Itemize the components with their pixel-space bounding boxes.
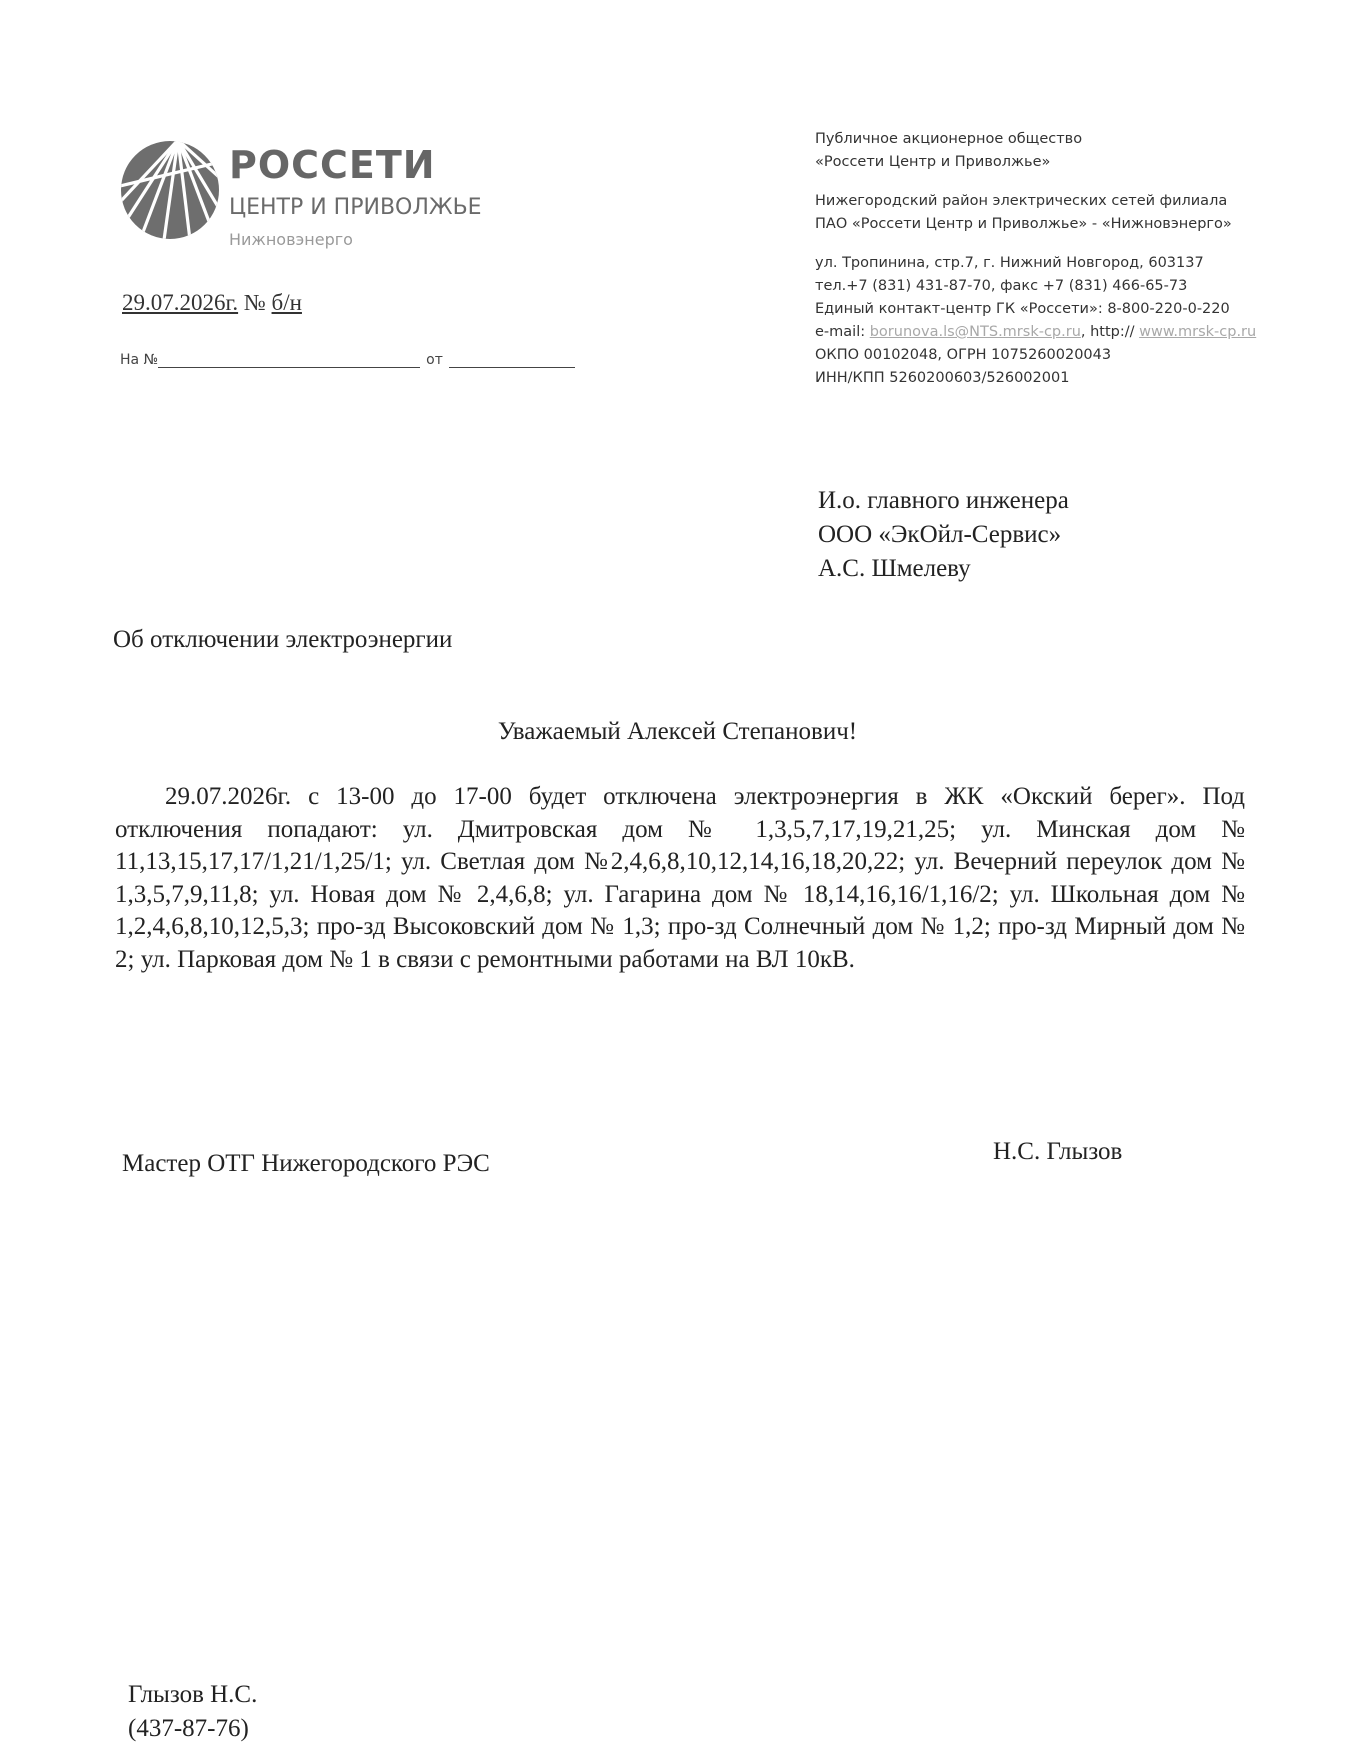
company-address: ул. Тропинина, стр.7, г. Нижний Новгород, 603137 <box>815 255 1204 271</box>
reference-number-blank <box>158 355 420 368</box>
web-link[interactable]: www.mrsk-cp.ru <box>1139 324 1257 340</box>
outgoing-number: б/н <box>271 290 302 315</box>
company-requisites <box>815 128 1315 390</box>
company-name-line2: «Россети Центр и Приволжье» <box>815 154 1051 170</box>
company-phone: тел.+7 (831) 431-87-70, факс +7 (831) 466-65-73 <box>815 278 1188 294</box>
reference-line <box>120 352 580 368</box>
signer-name: Н.С. Глызов <box>993 1138 1123 1165</box>
inn-kpp: ИНН/КПП 5260200603/526002001 <box>815 370 1070 386</box>
executor-phone: (437-87-76) <box>128 1715 249 1742</box>
email-link[interactable]: borunova.ls@NTS.mrsk-cp.ru <box>869 324 1081 340</box>
number-sign: № <box>243 290 266 315</box>
company-name-line1: Публичное акционерное общество <box>815 131 1083 147</box>
addressee-position: И.о. главного инженера <box>818 487 1069 514</box>
addressee-block <box>818 484 1278 586</box>
logo-branch-name: ЦЕНТР И ПРИВОЛЖЬЕ <box>229 195 482 220</box>
rosseti-logo-icon <box>120 140 220 240</box>
branch-name-line2: ПАО «Россети Центр и Приволжье» - «Нижновэнерго» <box>815 216 1232 232</box>
reference-date-blank <box>449 355 575 368</box>
logo-subsidiary-name: Нижновэнерго <box>229 230 353 249</box>
contact-center: Единый контакт-центр ГК «Россети»: 8-800-220-0-220 <box>815 301 1230 317</box>
web-label: , http:// <box>1080 324 1135 340</box>
reference-number-label: На № <box>120 352 159 368</box>
executor-block <box>128 1678 257 1746</box>
okpo-ogrn: ОКПО 00102048, ОГРН 1075260020043 <box>815 347 1112 363</box>
outgoing-date: 29.07.2026г. <box>122 290 239 315</box>
logo-brand-name: РОССЕТИ <box>229 143 436 187</box>
branch-name-line1: Нижегородский район электрических сетей филиала <box>815 193 1228 209</box>
reference-from-label: от <box>426 352 443 368</box>
addressee-name: А.С. Шмелеву <box>818 555 971 582</box>
outgoing-date-number <box>122 290 302 316</box>
letter-subject: Об отключении электроэнергии <box>113 626 453 653</box>
contact-email-web <box>815 321 1315 344</box>
email-label: e-mail: <box>815 324 866 340</box>
addressee-company: ООО «ЭкОйл-Сервис» <box>818 521 1062 548</box>
letter-greeting: Уважаемый Алексей Степанович! <box>497 718 858 745</box>
letter-body: 29.07.2026г. с 13-00 до 17-00 будет отключена электроэнергия в ЖК «Окский берег». Под отключения попадают: ул. Дмитровская дом № 1,3,5,7,17,19,21,25; ул. Минская дом № 11,13,15,17,17/1,21/1,25/1; ул. Светлая дом №2,4,6,8,10,12,14,16,18,20,22; ул. Вечерний переулок дом № 1,3,5,7,9,11,8; ул. Новая дом № 2,4,6,8; ул. Гагарина дом № 18,14,16,16/1,16/2; ул. Школьная дом № 1,2,4,6,8,10,12,5,3; про-зд Высоковский дом № 1,3; про-зд Солнечный дом № 1,2; про-зд Мирный дом № 2; ул. Парковая дом № 1 в связи с ремонтными работами на ВЛ 10кВ. <box>115 783 1245 973</box>
executor-name: Глызов Н.С. <box>128 1681 258 1708</box>
signer-position: Мастер ОТГ Нижегородского РЭС <box>122 1150 490 1177</box>
